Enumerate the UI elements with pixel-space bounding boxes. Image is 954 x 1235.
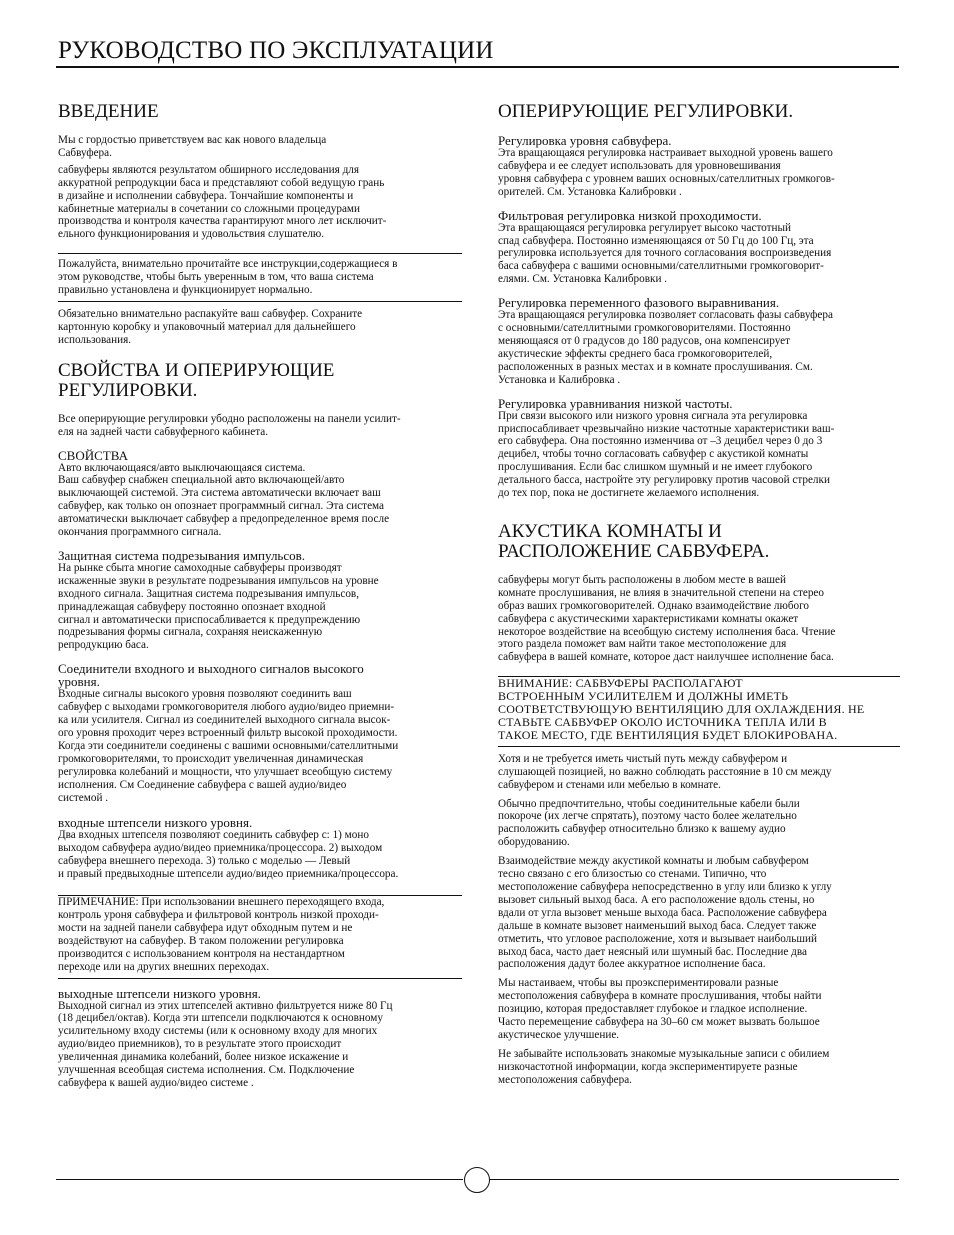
warning-notice: ВНИМАНИЕ: САБВУФЕРЫ РАСПОЛАГАЮТ ВСТРОЕННЫМ УСИЛИТЕЛЕМ И ДОЛЖНЫ ИМЕТЬ СООТВЕТСТВУЮЩУЮ ВЕНТИЛЯЦИЮ ДЛЯ ОХЛАЖДЕНИЯ. НЕ СТАВЬТЕ САБВУФЕР ОКОЛО ИСТОЧНИКА ТЕПЛА ИЛИ В ТАКОЕ МЕСТО, ГДЕ ВЕНТИЛЯЦИЯ БУДЕТ БЛОКИРОВАНА. (498, 676, 865, 742)
clipping-protection-heading: Защитная система подрезывания импульсов. (58, 547, 306, 563)
footer-divider-right (489, 1179, 899, 1180)
page-title: РУКОВОДСТВО ПО ЭКСПЛУАТАЦИИ (58, 37, 494, 64)
low-level-outputs-paragraph: Выходной сигнал из этих штепселей активно фильтруется ниже 80 Гц (18 децибел/октав). Когда эти штепсели подключаются к основному усилительному входу системы (или к основному входу для многих аудио/видео приемников), то в результате этого происходит увеличенная динамика колебаний, более низкое искажение и улучшенная всеобщая система исполнения. См. Подключение сабвуфера к вашей аудио/видео системе . (58, 999, 393, 1089)
intro-paragraph-1: Мы с гордостью приветствуем вас как нового владельца Сабвуфера. (58, 134, 327, 159)
acoustics-paragraph-1: сабвуферы могут быть расположены в любом месте в вашей комнате прослушивания, не влияя в значительной степени на стерео образ ваших громкоговорителей. Однако взаимодействие любого сабвуфера с акустическими характеристиками комнаты окажет некоторое воздействие на всеобщую систему исполнения баса. Чтение этого раздела поможет вам найти такое местоположение для сабвуфера в вашей комнате, которое даст наилучшее исполнение баса. (498, 573, 836, 664)
eq-control-heading: Регулировка уравнивания низкой частоты. (498, 395, 733, 411)
low-level-inputs-heading: входные штепсели низкого уровня. (58, 815, 253, 831)
acoustics-paragraph-2: Хотя и не требуется иметь чистый путь между сабвуфером и слушающей позицией, но важно соблюдать расстояние в 10 см между сабвуфером и стенами или мебелью в комнате. (498, 752, 832, 791)
high-level-connectors-heading: Соединители входного и выходного сигналов высокого уровня. (58, 661, 364, 690)
acoustics-heading: АКУСТИКА КОМНАТЫ И РАСПОЛОЖЕНИЕ САБВУФЕРА. (498, 520, 770, 562)
note-paragraph: ПРИМЕЧАНИЕ: При использовании внешнего переходящего входа, контроль уроня сабвуфера и фильтровой контроль низкой проходи- мости на задней панели сабвуфера идут обходным путем и не воздействуют на сабвуфер. В таком положении регулировка производится с использованием контроля на нестандартном переходе или на других внешних переходах. (58, 896, 385, 973)
high-level-connectors-paragraph: Входные сигналы высокого уровня позволяют соединить ваш сабвуфер с выходами громкоговорителя любого аудио/видео приемни- ка или усилителя. Сигнал из соединителей выходного сигнала высок- ого уровня проходит через встроенный фильтр высокой проходимости. Когда эти соединители соединены с вашими основными/сателлитными громкоговорителями, то происходит увеличенная динамическая регулировка колебаний и мощности, что улучшает всеобщую систему исполнения. См Соединение сабвуфера с вашей аудио/видео системой . (58, 688, 399, 804)
controls-heading: ОПЕРИРУЮЩИЕ РЕГУЛИРОВКИ. (498, 101, 794, 122)
auto-on-off-paragraph: Авто включающаяся/авто выключающаяся система. Ваш сабвуфер снабжен специальной авто включающей/авто выключающей системой. Эта система автоматически включает ваш сабвуфер, как только он опознает программный сигнал. Эта система автоматически выключает сабвуфер а предопределенное время после окончания программного сигнала. (58, 461, 390, 539)
right-column (498, 96, 900, 1087)
phase-control-heading: Регулировка переменного фазового выравнивания. (498, 295, 780, 311)
level-control-heading: Регулировка уровня сабвуфера. (498, 133, 672, 148)
low-level-inputs-paragraph: Два входных штепселя позволяют соединить сабвуфер с: 1) моно выходом сабвуфера аудио/видео приемника/процессора. 2) выходом сабвуфера внешнего перехода. 3) только с моделью — Левый и правый предвыходные штепсели аудио/видео приемника/процессора. (58, 829, 399, 881)
acoustics-paragraph-4: Взаимодействие между акустикой комнаты и любым сабвуфером тесно связано с его близостью со стенами. Типично, что местоположение сабвуфера непосредственно в углу или близко к углу вызовет сильный выход баса. А его расположение вдоль стены, но вдали от угла вызовет меньше выхода баса. Расположение сабвуфера дальше в комнате вызовет наименьший выход баса. Следует также отметить, что угловое расположение, хотя и вызывает наибольший выход баса, часто дает неясный или шумный бас. Последние два расположения дадут более аккуратное исполнение баса. (498, 855, 832, 971)
eq-control-paragraph: При связи высокого или низкого уровня сигнала эта регулировка приспосабливает чрезвычайно низкие частотные характеристики ваш- его сабвуфера. Она постоянно изменчива от –3 децибел через 0 до 3 децибел, чтобы точно согласовать сабвуфер с акустикой комнаты прослушивания. Если бас слишком шумный и не имеет глубокого детального басса, настройте эту регулировку против часовой стрелки до тех пор, пока не достигнете желаемого исполнения. (498, 409, 835, 500)
intro-paragraph-4: Обязательно внимательно распакуйте ваш сабвуфер. Сохраните картонную коробку и упаковочный материал для дальнейшего использования. (58, 307, 363, 346)
left-column (58, 96, 462, 1090)
lowpass-control-heading: Фильтровая регулировка низкой проходимости. (498, 207, 762, 223)
intro-heading: ВВЕДЕНИЕ (58, 101, 159, 122)
acoustics-paragraph-3: Обычно предпочтительно, чтобы соединительные кабели были покороче (их легче спрятать), поэтому часто более желательно расположить сабвуфер относительно близко к вашему аудио оборудованию. (498, 797, 800, 849)
acoustics-paragraph-5: Мы настаиваем, чтобы вы проэкспериментировали разные местоположения сабвуфера в комнате прослушивания, чтобы найти позицию, которая предоставляет глубокое и гладкое исполнение. Часто перемещение сабвуфера на 30–60 см может вызвать большое акустическое улучшение. (498, 977, 822, 1041)
acoustics-paragraph-6: Не забывайте использовать знакомые музыкальные записи с обилием низкочастотной информации, когда экспериментируете разные местоположения сабвуфера. (498, 1047, 830, 1086)
features-subheading: СВОЙСТВА (58, 447, 128, 463)
features-paragraph-1: Все оперирующие регулировки убодно расположены на панели усилит- еля на задней части сабвуферного кабинета. (58, 412, 401, 438)
footer-divider-left (56, 1179, 463, 1180)
phase-control-paragraph: Эта вращающаяся регулировка позволяет согласовать фазы сабвуфера с основными/сателлитными громкоговорителями. Постоянно меняющаяся от 0 градусов до 180 радусов, она компенсирует акустические эффекты среднего баса громкоговорителей, расположенных в разных местах и в комнате прослушивания. См. Установка и Калибровка . (498, 309, 833, 386)
intro-paragraph-2: сабвуферы являются результатом обширного исследования для аккуратной репродукции баса и представляют собой ведущую грань в дизайне и исполнении сабвуфера. Тончайшие компоненты и кабинетные материалы в сочетании со сложными процедурами производства и контроля качества гарантируют много лет исключит- ельного функционирования и удовольствия слушателю. (58, 163, 387, 241)
intro-paragraph-3: Пожалуйста, внимательно прочитайте все инструкции,содержащиеся в этом руководстве, чтобы быть уверенным в том, что ваша система правильно установлена и функционирует нормально. (58, 258, 398, 297)
lowpass-control-paragraph: Эта вращающаяся регулировка регулирует высоко частотный спад сабвуфера. Постоянно изменяющаяся от 50 Гц до 100 Гц, эта регулировка используется для точного согласования воспроизведения баса сабвуфера с вашими основными/сателлитными громкоговорит- елями. См. Установка Калибровки . (498, 221, 832, 286)
title-divider (56, 66, 899, 68)
page-number-circle (464, 1167, 490, 1193)
clipping-protection-paragraph: На рынке сбыта многие самоходные сабвуферы производят искаженные звуки в результате подрезывания импульсов на уровне входного сигнала. Защитная система подрезывания импульсов, принадлежащая сабвуферу постоянно опознает входной сигнал и автоматически приспосабливается к предупреждению подрезывания формы сигнала, сохраняя неискаженную репродукцию баса. (58, 561, 379, 652)
level-control-paragraph: Эта вращающаяся регулировка настраивает выходной уровень вашего сабвуфера и ее следует использовать для уровновешивания уровня сабвуфера с уровнем ваших основных/сателлитных громкогов- орителей. См. Установка Калибровки . (498, 147, 835, 198)
low-level-outputs-heading: выходные штепсели низкого уровня. (58, 985, 261, 1001)
features-heading: СВОЙСТВА И ОПЕРИРУЮЩИЕ РЕГУЛИРОВКИ. (58, 359, 335, 401)
